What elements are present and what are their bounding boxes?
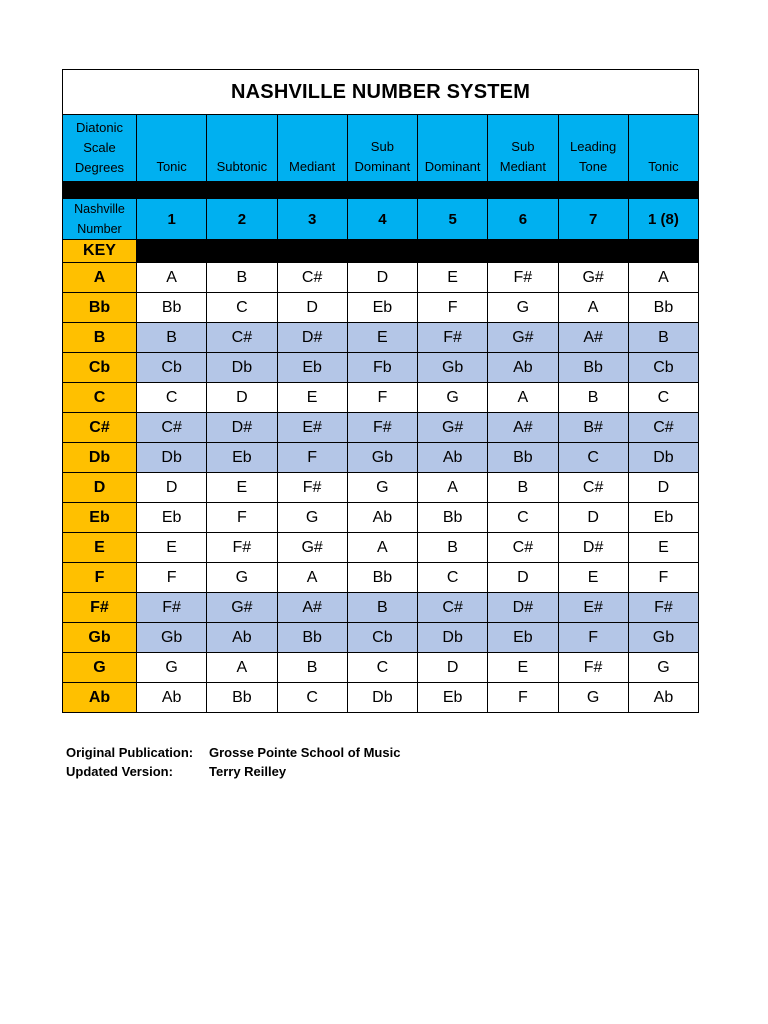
degree-header-6 <box>488 115 558 182</box>
table-row <box>63 623 699 653</box>
note-cell: Db <box>347 683 417 713</box>
note-cell: D# <box>558 533 628 563</box>
note-cell: Db <box>137 443 207 473</box>
note-cell: Ab <box>137 683 207 713</box>
key-cell: Cb <box>63 353 137 383</box>
note-cell: F <box>488 683 558 713</box>
note-cell: E <box>277 383 347 413</box>
note-cell: Ab <box>628 683 698 713</box>
key-cell: C# <box>63 413 137 443</box>
degree-header-text: Dominant <box>354 159 411 174</box>
note-cell: Ab <box>347 503 417 533</box>
nashville-number-2: 2 <box>207 199 277 240</box>
note-cell: F# <box>347 413 417 443</box>
degree-header-text: Tonic <box>156 159 187 174</box>
key-cell: D <box>63 473 137 503</box>
note-cell: D <box>418 653 488 683</box>
note-cell: C <box>488 503 558 533</box>
note-cell: G <box>277 503 347 533</box>
note-cell: Ab <box>488 353 558 383</box>
note-cell: Ab <box>207 623 277 653</box>
key-cell: Ab <box>63 683 137 713</box>
note-cell: A <box>558 293 628 323</box>
number-label-line: Nashville <box>74 202 125 216</box>
note-cell: G# <box>418 413 488 443</box>
note-cell: G <box>418 383 488 413</box>
note-cell: G# <box>207 593 277 623</box>
note-cell: Gb <box>418 353 488 383</box>
note-cell: Gb <box>347 443 417 473</box>
scale-degree-label <box>63 115 137 182</box>
note-cell: Db <box>207 353 277 383</box>
table-row <box>63 413 699 443</box>
note-cell: F <box>558 623 628 653</box>
note-cell: F# <box>558 653 628 683</box>
note-cell: Db <box>418 623 488 653</box>
nashville-number-4: 4 <box>347 199 417 240</box>
note-cell: A <box>628 263 698 293</box>
key-header-row <box>63 240 699 263</box>
note-cell: F# <box>207 533 277 563</box>
table-row <box>63 593 699 623</box>
degree-header-5 <box>418 115 488 182</box>
note-cell: G <box>347 473 417 503</box>
note-cell: C <box>628 383 698 413</box>
note-cell: Eb <box>628 503 698 533</box>
note-cell: Bb <box>207 683 277 713</box>
degree-header-text: Tonic <box>648 159 679 174</box>
note-cell: E <box>488 653 558 683</box>
nashville-number-label <box>63 199 137 240</box>
note-cell: B <box>207 263 277 293</box>
degree-header-text: Dominant <box>424 159 481 174</box>
note-cell: F <box>347 383 417 413</box>
key-cell: F# <box>63 593 137 623</box>
note-cell: F# <box>277 473 347 503</box>
key-cell: G <box>63 653 137 683</box>
degree-header-text: Subtonic <box>216 159 268 174</box>
note-cell: F# <box>137 593 207 623</box>
note-cell: B <box>137 323 207 353</box>
note-cell: Gb <box>137 623 207 653</box>
note-cell: D <box>488 563 558 593</box>
nashville-number-6: 6 <box>488 199 558 240</box>
note-cell: Bb <box>488 443 558 473</box>
note-cell: B <box>558 383 628 413</box>
footer-label: Original Publication: <box>66 745 194 760</box>
degree-header-3 <box>277 115 347 182</box>
table-row <box>63 563 699 593</box>
table-row <box>63 503 699 533</box>
note-cell: C# <box>628 413 698 443</box>
note-cell: Cb <box>628 353 698 383</box>
note-cell: C <box>137 383 207 413</box>
note-cell: Bb <box>558 353 628 383</box>
key-cell: A <box>63 263 137 293</box>
note-cell: Eb <box>418 683 488 713</box>
note-cell: Db <box>628 443 698 473</box>
table-row <box>63 653 699 683</box>
key-cell: C <box>63 383 137 413</box>
note-cell: C <box>558 443 628 473</box>
note-cell: D <box>137 473 207 503</box>
note-cell: A# <box>277 593 347 623</box>
nashville-number-8: 1 (8) <box>628 199 698 240</box>
note-cell: E <box>207 473 277 503</box>
note-cell: C# <box>137 413 207 443</box>
nashville-number-1: 1 <box>137 199 207 240</box>
key-cell: Eb <box>63 503 137 533</box>
note-cell: C# <box>488 533 558 563</box>
note-cell: F# <box>488 263 558 293</box>
degree-header-text: Leading <box>569 139 617 154</box>
note-cell: G <box>488 293 558 323</box>
note-cell: G <box>558 683 628 713</box>
note-cell: D# <box>277 323 347 353</box>
note-cell: B <box>418 533 488 563</box>
key-cell: E <box>63 533 137 563</box>
note-cell: B <box>488 473 558 503</box>
note-cell: A <box>137 263 207 293</box>
note-cell: C# <box>277 263 347 293</box>
footer-line <box>66 743 400 762</box>
note-cell: F <box>418 293 488 323</box>
table-row <box>63 353 699 383</box>
degree-header-1 <box>137 115 207 182</box>
note-cell: A <box>207 653 277 683</box>
note-cell: D <box>347 263 417 293</box>
note-cell: B <box>628 323 698 353</box>
degree-label-line: Diatonic <box>76 120 123 135</box>
note-cell: G# <box>558 263 628 293</box>
table-row <box>63 383 699 413</box>
note-cell: A <box>418 473 488 503</box>
note-cell: Bb <box>418 503 488 533</box>
note-cell: Eb <box>277 353 347 383</box>
key-header-bar <box>137 240 699 263</box>
table-row <box>63 683 699 713</box>
note-cell: D# <box>207 413 277 443</box>
note-cell: F <box>137 563 207 593</box>
note-cell: C# <box>558 473 628 503</box>
note-cell: Bb <box>347 563 417 593</box>
degree-header-4 <box>347 115 417 182</box>
note-cell: D <box>207 383 277 413</box>
footer-value: Grosse Pointe School of Music <box>209 745 401 760</box>
note-cell: F# <box>628 593 698 623</box>
degree-header-text: Mediant <box>289 159 336 174</box>
table-row <box>63 473 699 503</box>
note-cell: Bb <box>628 293 698 323</box>
note-cell: B <box>277 653 347 683</box>
degree-header-2 <box>207 115 277 182</box>
degree-header-text: Mediant <box>499 159 546 174</box>
key-cell: Gb <box>63 623 137 653</box>
note-cell: Gb <box>628 623 698 653</box>
note-cell: F <box>277 443 347 473</box>
degree-header-text: Tone <box>579 159 608 174</box>
note-cell: Cb <box>137 353 207 383</box>
separator-bar <box>63 182 699 199</box>
note-cell: Eb <box>207 443 277 473</box>
footer-value: Terry Reilley <box>209 764 287 779</box>
scale-degree-row <box>63 115 699 182</box>
note-cell: G <box>207 563 277 593</box>
note-cell: A# <box>488 413 558 443</box>
note-cell: B# <box>558 413 628 443</box>
table-title: NASHVILLE NUMBER SYSTEM <box>63 70 699 115</box>
note-cell: G# <box>488 323 558 353</box>
nashville-number-7: 7 <box>558 199 628 240</box>
note-cell: E <box>418 263 488 293</box>
note-cell: A <box>347 533 417 563</box>
table-row <box>63 533 699 563</box>
degree-header-8 <box>628 115 698 182</box>
note-cell: C <box>207 293 277 323</box>
table-row <box>63 293 699 323</box>
note-cell: Bb <box>137 293 207 323</box>
note-cell: G <box>137 653 207 683</box>
note-cell: D <box>558 503 628 533</box>
key-header: KEY <box>63 240 137 263</box>
nashville-number-row <box>63 199 699 240</box>
note-cell: C <box>277 683 347 713</box>
nashville-number-5: 5 <box>418 199 488 240</box>
key-cell: F <box>63 563 137 593</box>
note-cell: A# <box>558 323 628 353</box>
note-cell: C# <box>207 323 277 353</box>
note-cell: F <box>628 563 698 593</box>
degree-label-line: Scale <box>83 140 116 155</box>
note-cell: Bb <box>277 623 347 653</box>
table-row <box>63 323 699 353</box>
key-cell: B <box>63 323 137 353</box>
table-row <box>63 443 699 473</box>
note-cell: B <box>347 593 417 623</box>
footer-label: Updated Version: <box>66 764 173 779</box>
table-row <box>63 263 699 293</box>
note-cell: Eb <box>347 293 417 323</box>
note-cell: G <box>628 653 698 683</box>
note-cell: E# <box>277 413 347 443</box>
note-cell: F# <box>418 323 488 353</box>
note-cell: C <box>418 563 488 593</box>
note-cell: E# <box>558 593 628 623</box>
note-cell: E <box>137 533 207 563</box>
number-label-line: Number <box>77 222 122 236</box>
note-cell: D# <box>488 593 558 623</box>
separator-row <box>63 182 699 199</box>
note-cell: A <box>277 563 347 593</box>
note-cell: E <box>347 323 417 353</box>
key-cell: Db <box>63 443 137 473</box>
note-cell: Eb <box>137 503 207 533</box>
note-cell: C <box>347 653 417 683</box>
note-cell: G# <box>277 533 347 563</box>
footer-credits <box>66 743 400 781</box>
note-cell: D <box>277 293 347 323</box>
note-cell: A <box>488 383 558 413</box>
degree-label-line: Degrees <box>74 160 125 175</box>
note-cell: Fb <box>347 353 417 383</box>
degree-header-text: Sub <box>511 139 535 154</box>
note-cell: C# <box>418 593 488 623</box>
note-cell: Ab <box>418 443 488 473</box>
nashville-number-3: 3 <box>277 199 347 240</box>
note-cell: Cb <box>347 623 417 653</box>
degree-header-text: Sub <box>370 139 394 154</box>
note-cell: Eb <box>488 623 558 653</box>
note-cell: F <box>207 503 277 533</box>
key-cell: Bb <box>63 293 137 323</box>
note-cell: E <box>558 563 628 593</box>
degree-header-7 <box>558 115 628 182</box>
note-cell: E <box>628 533 698 563</box>
note-cell: D <box>628 473 698 503</box>
footer-line <box>66 762 400 781</box>
nashville-number-table <box>62 69 699 713</box>
